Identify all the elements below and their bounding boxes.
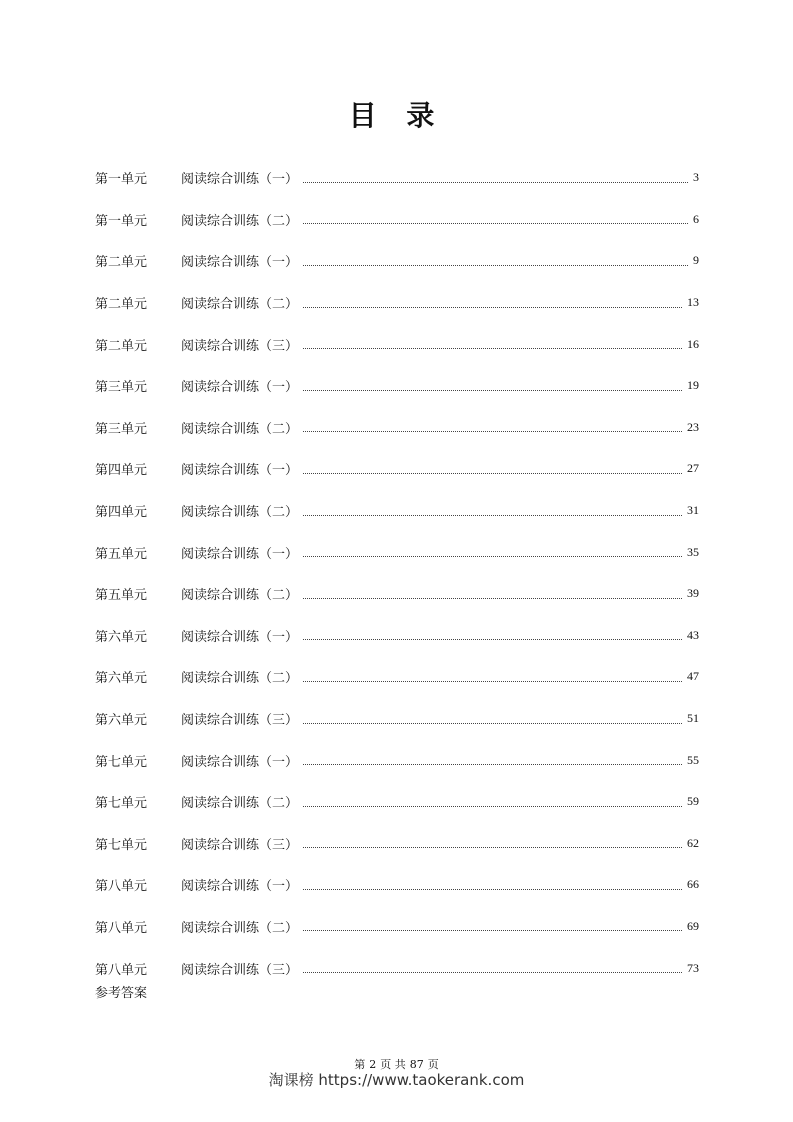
dot-leader xyxy=(303,306,682,308)
toc-entry[interactable] xyxy=(95,947,699,989)
toc-entry-title: 阅读综合训练（三） xyxy=(181,338,299,354)
dot-leader xyxy=(303,389,682,391)
toc-entry-title: 阅读综合训练（一） xyxy=(181,380,299,396)
toc-entry[interactable] xyxy=(95,531,699,573)
toc-entry[interactable] xyxy=(95,365,699,407)
toc-entry[interactable] xyxy=(95,781,699,823)
toc-entry-title: 阅读综合训练（一） xyxy=(181,879,299,895)
toc-page-number: 19 xyxy=(687,378,699,393)
toc-unit-label: 第八单元 xyxy=(95,879,148,895)
toc-entry[interactable] xyxy=(95,698,699,740)
dot-leader xyxy=(303,722,682,724)
toc-page-number: 43 xyxy=(687,627,699,642)
toc-entry[interactable] xyxy=(95,573,699,615)
toc-entry-title: 阅读综合训练（二） xyxy=(181,671,299,687)
toc-unit-label: 第四单元 xyxy=(95,505,148,521)
toc-entry[interactable] xyxy=(95,240,699,282)
toc-entry[interactable] xyxy=(95,823,699,865)
toc-page-number: 23 xyxy=(687,419,699,434)
toc-page-number: 39 xyxy=(687,586,699,601)
toc-unit-label: 第六单元 xyxy=(95,671,148,687)
toc-entry[interactable] xyxy=(95,906,699,948)
toc-entry[interactable] xyxy=(95,282,699,324)
dot-leader xyxy=(303,888,682,890)
toc-unit-label: 第七单元 xyxy=(95,754,148,770)
toc-unit-label: 第八单元 xyxy=(95,920,148,936)
toc-page-number: 27 xyxy=(687,461,699,476)
dot-leader xyxy=(303,472,682,474)
toc-entry-title: 阅读综合训练（二） xyxy=(181,297,299,313)
toc-entry-title: 阅读综合训练（一） xyxy=(181,546,299,562)
toc-page-number: 59 xyxy=(687,794,699,809)
answers-section-label: 参考答案 xyxy=(95,986,148,1001)
toc-entry-title: 阅读综合训练（三） xyxy=(181,962,299,978)
watermark-text: 淘课榜 https://www.taokerank.com xyxy=(268,1071,525,1089)
toc-unit-label: 第一单元 xyxy=(95,213,148,229)
toc-entry-title: 阅读综合训练（二） xyxy=(181,505,299,521)
toc-entry[interactable] xyxy=(95,448,699,490)
dot-leader xyxy=(303,555,682,557)
toc-unit-label: 第六单元 xyxy=(95,713,148,729)
toc-page-number: 69 xyxy=(687,918,699,933)
toc-page-number: 9 xyxy=(693,253,699,268)
toc-entry-title: 阅读综合训练（二） xyxy=(181,421,299,437)
toc-entry-title: 阅读综合训练（一） xyxy=(181,463,299,479)
toc-entry-title: 阅读综合训练（三） xyxy=(181,837,299,853)
dot-leader xyxy=(303,805,682,807)
toc-page-number: 47 xyxy=(687,669,699,684)
dot-leader xyxy=(303,597,682,599)
toc-entry[interactable] xyxy=(95,323,699,365)
toc-unit-label: 第二单元 xyxy=(95,255,148,271)
page-middle: 页 共 xyxy=(380,1058,406,1071)
page-prefix: 第 xyxy=(354,1058,366,1071)
dot-leader xyxy=(303,846,682,848)
page-title: 目 录 xyxy=(348,99,445,132)
toc-unit-label: 第二单元 xyxy=(95,338,148,354)
toc-unit-label: 第三单元 xyxy=(95,380,148,396)
toc-entry-title: 阅读综合训练（一） xyxy=(181,255,299,271)
toc-unit-label: 第二单元 xyxy=(95,297,148,313)
toc-unit-label: 第一单元 xyxy=(95,172,148,188)
page-suffix: 页 xyxy=(427,1058,439,1071)
toc-unit-label: 第三单元 xyxy=(95,421,148,437)
toc-unit-label: 第七单元 xyxy=(95,796,148,812)
toc-entry-title: 阅读综合训练（三） xyxy=(181,713,299,729)
toc-page-number: 62 xyxy=(687,835,699,850)
toc-unit-label: 第五单元 xyxy=(95,546,148,562)
toc-entry-title: 阅读综合训练（二） xyxy=(181,213,299,229)
dot-leader xyxy=(303,181,688,183)
dot-leader xyxy=(303,264,688,266)
dot-leader xyxy=(303,763,682,765)
toc-page-number: 73 xyxy=(687,960,699,975)
dot-leader xyxy=(303,638,682,640)
dot-leader xyxy=(303,971,682,973)
page-total: 87 xyxy=(409,1058,424,1071)
toc-entry-title: 阅读综合训练（二） xyxy=(181,588,299,604)
toc-entry-title: 阅读综合训练（一） xyxy=(181,629,299,645)
toc-entry[interactable] xyxy=(95,864,699,906)
toc-entry[interactable] xyxy=(95,490,699,532)
toc-page-number: 35 xyxy=(687,544,699,559)
toc-entry[interactable] xyxy=(95,407,699,449)
toc-unit-label: 第四单元 xyxy=(95,463,148,479)
toc-entry-title: 阅读综合训练（一） xyxy=(181,172,299,188)
dot-leader xyxy=(303,514,682,516)
toc-page-number: 66 xyxy=(687,877,699,892)
toc-entry[interactable] xyxy=(95,615,699,657)
toc-entry[interactable] xyxy=(95,656,699,698)
dot-leader xyxy=(303,680,682,682)
toc-page-number: 13 xyxy=(687,295,699,310)
toc-entry-title: 阅读综合训练（一） xyxy=(181,754,299,770)
toc-entry[interactable] xyxy=(95,157,699,199)
table-of-contents xyxy=(95,157,699,989)
toc-unit-label: 第五单元 xyxy=(95,588,148,604)
page-current: 2 xyxy=(369,1058,377,1071)
toc-page-number: 31 xyxy=(687,503,699,518)
toc-entry[interactable] xyxy=(95,739,699,781)
dot-leader xyxy=(303,430,682,432)
toc-unit-label: 第八单元 xyxy=(95,962,148,978)
toc-page-number: 16 xyxy=(687,336,699,351)
dot-leader xyxy=(303,929,682,931)
toc-unit-label: 第六单元 xyxy=(95,629,148,645)
toc-entry[interactable] xyxy=(95,199,699,241)
toc-page-number: 51 xyxy=(687,711,699,726)
toc-page-number: 3 xyxy=(693,170,699,185)
toc-page-number: 6 xyxy=(693,211,699,226)
toc-unit-label: 第七单元 xyxy=(95,837,148,853)
toc-page-number: 55 xyxy=(687,752,699,767)
toc-entry-title: 阅读综合训练（二） xyxy=(181,920,299,936)
toc-entry-title: 阅读综合训练（二） xyxy=(181,796,299,812)
dot-leader xyxy=(303,222,688,224)
dot-leader xyxy=(303,347,682,349)
